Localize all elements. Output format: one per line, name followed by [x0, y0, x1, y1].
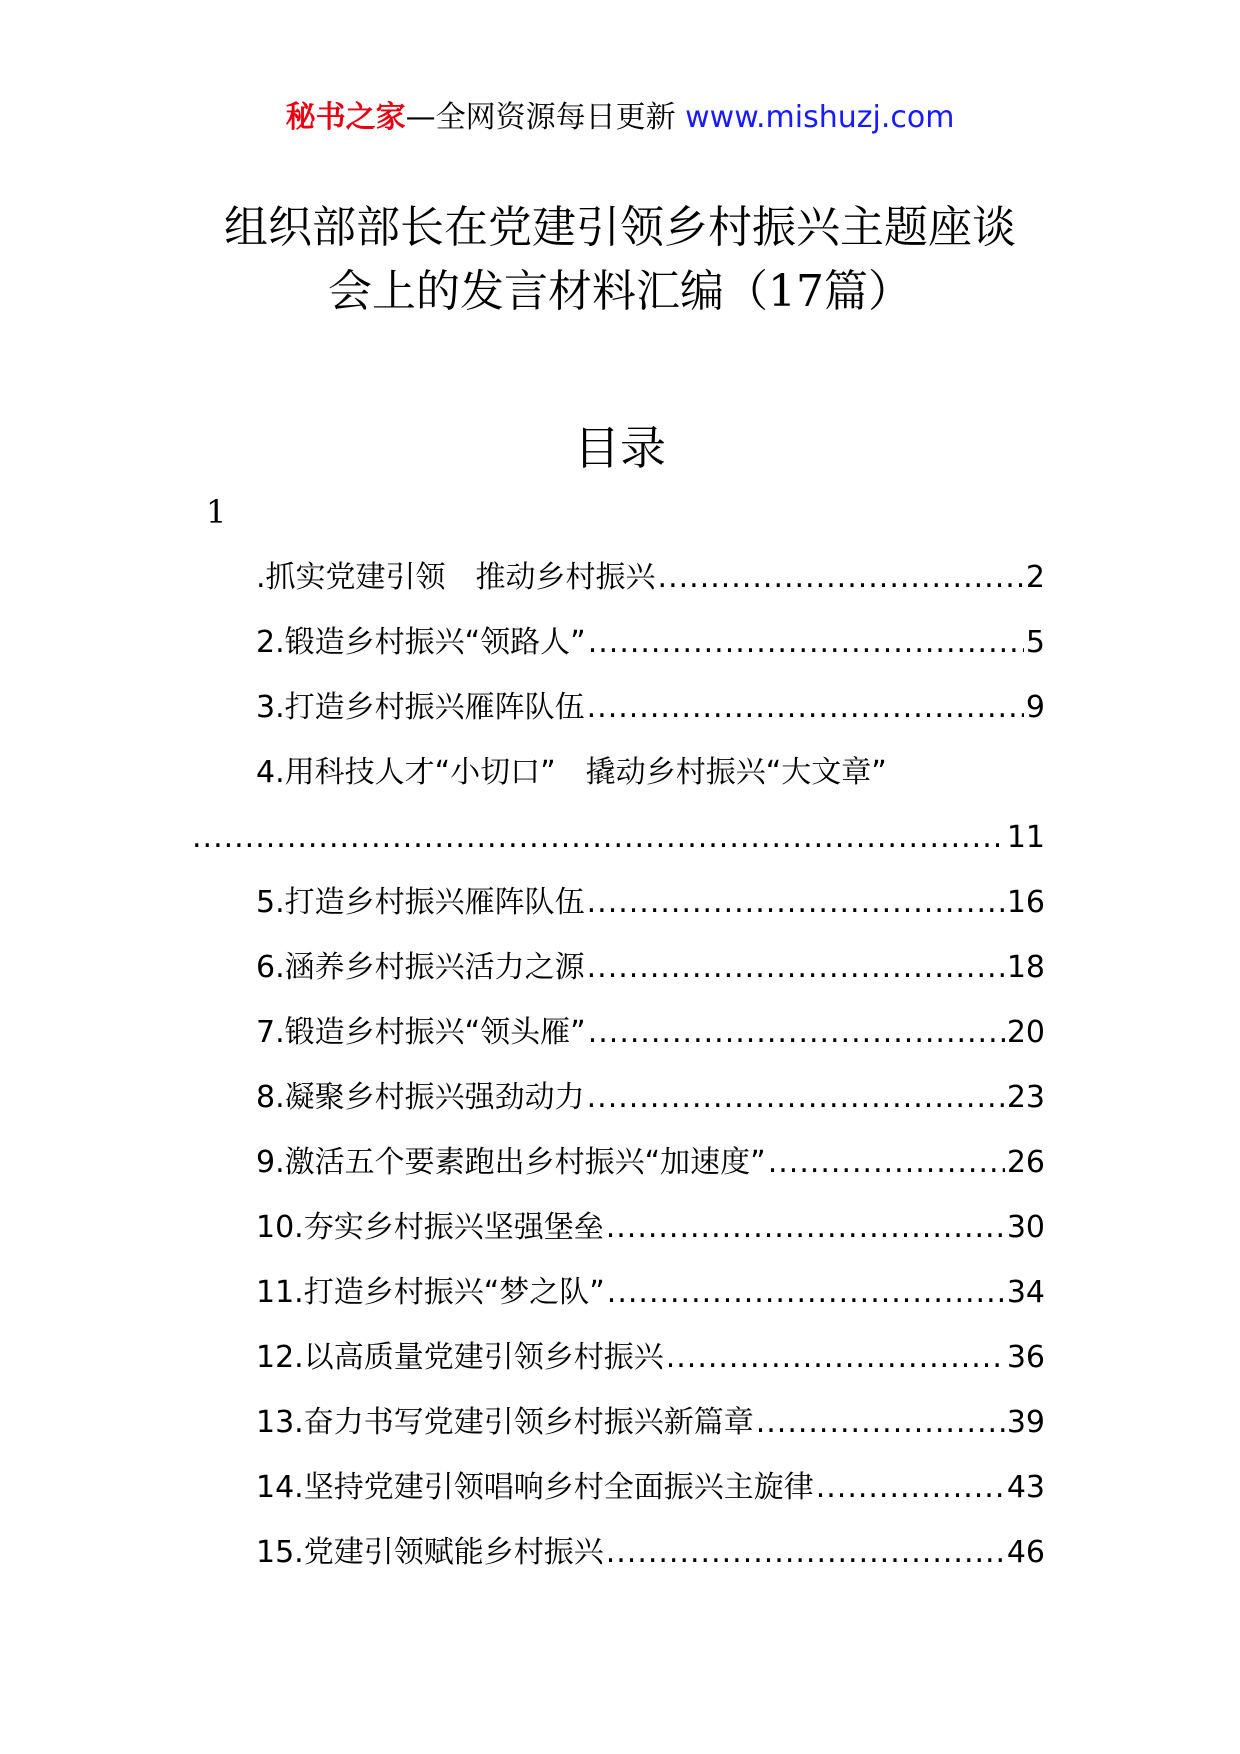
- toc-entry-page: 20: [1006, 1015, 1045, 1050]
- toc-entry[interactable]: [0, 1076, 1240, 1141]
- toc-entry-label: 9.激活五个要素跑出乡村振兴“加速度”: [256, 1145, 766, 1180]
- toc-entry[interactable]: [0, 1531, 1240, 1596]
- toc-entry-label: .抓实党建引领 推动乡村振兴: [256, 560, 656, 595]
- toc-entry[interactable]: [0, 1336, 1240, 1401]
- toc-entry[interactable]: [0, 1271, 1240, 1336]
- dot-leader: [816, 1466, 1005, 1510]
- dot-leader: [192, 816, 1005, 860]
- dot-leader: [607, 1271, 1005, 1315]
- dot-leader: [606, 1206, 1005, 1250]
- toc-entry-label: 6.涵养乡村振兴活力之源: [256, 950, 585, 985]
- dot-leader: [606, 1531, 1005, 1575]
- dot-leader: [658, 556, 1024, 600]
- toc-entry-label: 8.凝聚乡村振兴强劲动力: [256, 1080, 585, 1115]
- toc-entry-page: 23: [1006, 1080, 1045, 1115]
- dot-leader: [587, 881, 1005, 925]
- toc-entry[interactable]: [0, 881, 1240, 946]
- toc-entry[interactable]: [0, 751, 1240, 881]
- brand-name: 秘书之家: [285, 100, 406, 135]
- toc-entry-page: 2: [1025, 560, 1045, 595]
- toc-entry-label: 10.夯实乡村振兴坚强堡垒: [256, 1210, 604, 1245]
- site-url-link[interactable]: www.mishuzj.com: [685, 100, 955, 135]
- dot-leader: [588, 621, 1024, 665]
- toc-entry-page: 34: [1006, 1275, 1045, 1310]
- toc-entry[interactable]: [0, 621, 1240, 686]
- dot-leader: [768, 1141, 1005, 1185]
- banner-tagline: —全网资源每日更新: [405, 100, 676, 135]
- dot-leader: [666, 1336, 1005, 1380]
- toc-entry-label: 12.以高质量党建引领乡村振兴: [256, 1340, 664, 1375]
- toc-entry-page: 5: [1025, 625, 1045, 660]
- toc-entry-page: 30: [1006, 1210, 1045, 1245]
- toc-entry-page: 11: [1006, 820, 1045, 855]
- dot-leader: [587, 686, 1024, 730]
- toc-entry-label: 5.打造乡村振兴雁阵队伍: [256, 885, 585, 920]
- toc-entry-label: 3.打造乡村振兴雁阵队伍: [256, 690, 585, 725]
- stray-page-number: 1: [206, 493, 227, 531]
- toc-entry[interactable]: [0, 1206, 1240, 1271]
- toc-entry-label: 14.坚持党建引领唱响乡村全面振兴主旋律: [256, 1470, 814, 1505]
- site-banner: [0, 98, 1240, 138]
- toc-entry-label: 13.奋力书写党建引领乡村振兴新篇章: [256, 1405, 754, 1440]
- dot-leader: [756, 1401, 1005, 1445]
- toc-entry[interactable]: [0, 946, 1240, 1011]
- toc-entry-page: 43: [1006, 1470, 1045, 1505]
- dot-leader: [587, 1076, 1005, 1120]
- toc-entry-label: 7.锻造乡村振兴“领头雁”: [256, 1015, 586, 1050]
- title-line-1: 组织部部长在党建引领乡村振兴主题座谈: [224, 202, 1016, 253]
- toc-entry-page: 26: [1006, 1145, 1045, 1180]
- toc-entry[interactable]: [0, 1141, 1240, 1206]
- toc-entry[interactable]: [0, 686, 1240, 751]
- toc-heading: 目录: [574, 421, 666, 475]
- toc-entry-page: 36: [1006, 1340, 1045, 1375]
- document-title: [140, 196, 1100, 324]
- toc-entry-label: 15.党建引领赋能乡村振兴: [256, 1535, 604, 1570]
- toc-entry-page: 46: [1006, 1535, 1045, 1570]
- toc-entry[interactable]: [0, 1011, 1240, 1076]
- table-of-contents: [0, 556, 1240, 1596]
- toc-entry-page: 39: [1006, 1405, 1045, 1440]
- dot-leader: [587, 946, 1005, 990]
- toc-entry-label: 11.打造乡村振兴“梦之队”: [256, 1275, 605, 1310]
- dot-leader: [588, 1011, 1005, 1055]
- toc-entry-page: 18: [1006, 950, 1045, 985]
- toc-entry[interactable]: [0, 1401, 1240, 1466]
- toc-entry-label: 2.锻造乡村振兴“领路人”: [256, 625, 586, 660]
- title-line-2: 会上的发言材料汇编（17篇）: [328, 266, 912, 317]
- toc-entry-label: 4.用科技人才“小切口” 撬动乡村振兴“大文章”: [256, 755, 887, 790]
- toc-entry-page: 9: [1025, 690, 1045, 725]
- toc-entry-page: 16: [1006, 885, 1045, 920]
- toc-entry[interactable]: [0, 556, 1240, 621]
- toc-entry[interactable]: [0, 1466, 1240, 1531]
